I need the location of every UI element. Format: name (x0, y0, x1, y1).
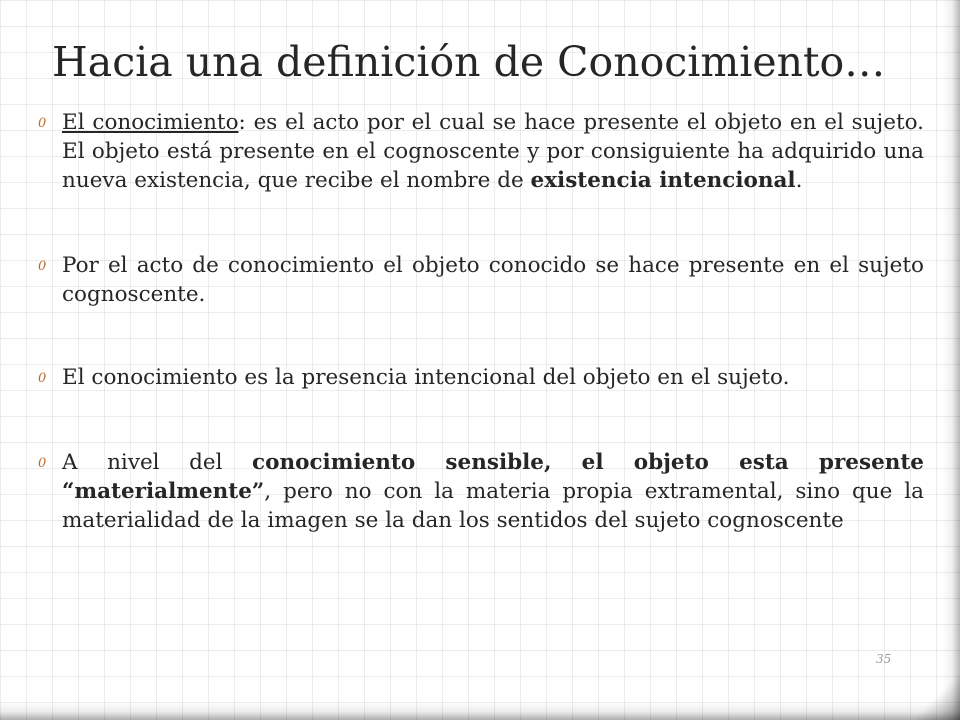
bullet-4-text-a: A nivel del (62, 450, 253, 475)
page-number: 35 (876, 652, 892, 666)
bullet-list (38, 108, 924, 535)
bullet-marker: 0 (38, 116, 47, 131)
bullet-2-text: Por el acto de conocimiento el objeto conocido se hace presente en el sujeto cognoscente. (62, 253, 924, 307)
bullet-4-bold: conocimiento sensible, el objeto esta presente “materialmente” (62, 450, 924, 504)
bullet-item-2 (38, 251, 924, 309)
bullet-4-text-b: , pero no con la materia propia extramental, sino que la materialidad de la imagen se la dan los sentidos del sujeto cognoscente (62, 479, 924, 533)
bullet-item-3 (38, 363, 924, 392)
bullet-1-bold: existencia intencional (530, 168, 796, 193)
bullet-marker: 0 (38, 456, 47, 471)
page-edge-shadow-right (942, 0, 960, 720)
bullet-item-1 (38, 108, 924, 195)
bullet-marker: 0 (38, 259, 47, 274)
bullet-marker: 0 (38, 371, 47, 386)
page-curl-corner (912, 672, 960, 720)
page-edge-shadow-bottom (0, 702, 960, 720)
bullet-1-text-a: : es el acto por el cual se hace presente el objeto en el sujeto. El objeto está presente en el cognoscente y por consiguiente ha adquirido una nueva existencia, que recibe el nombre de (62, 110, 924, 193)
slide-title: Hacia una definición de Conocimiento… (52, 38, 886, 86)
bullet-1-text-b: . (795, 168, 803, 193)
bullet-item-4 (38, 448, 924, 535)
term-conocimiento: El conocimiento (62, 110, 239, 135)
bullet-3-text: El conocimiento es la presencia intencional del objeto en el sujeto. (62, 365, 790, 390)
